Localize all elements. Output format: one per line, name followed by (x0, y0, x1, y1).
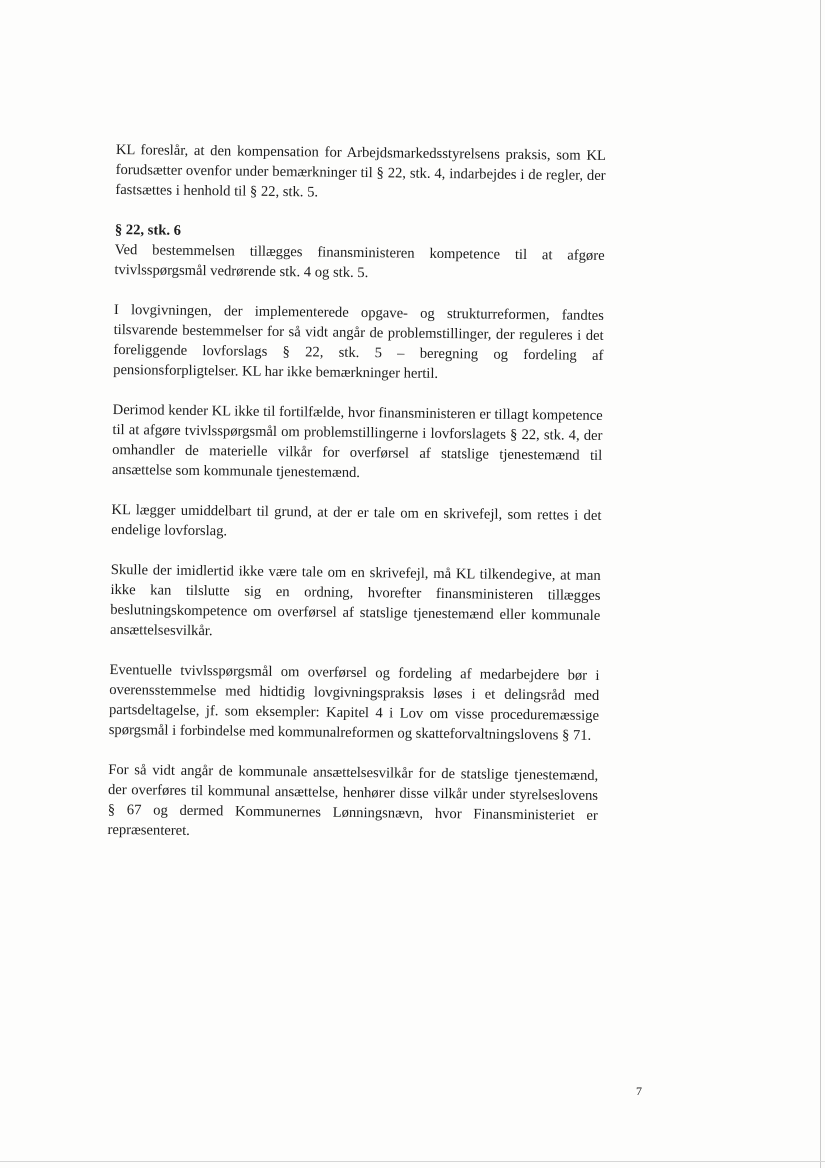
page-number: 7 (636, 1084, 642, 1098)
body-text (107, 140, 606, 866)
paragraph-legislation: I lovgivningen, der implementerede opgave- og strukturreformen, fandtes tilsvarende bestemmelser for så vidt angår de problemstillinger, der reguleres i det foreliggende lovforslags § 22, stk. 5 – beregning og fordeling af pensionsforpligtelser. KL har ikke bemærkninger hertil. (113, 301, 604, 382)
paragraph-precedent: Derimod kender KL ikke til fortilfælde, hvor finansministeren er tillagt kompetence til at afgøre tvivlsspørgsmål om problemstillingerne i lovforslagets § 22, stk. 4, der omhandler de materielle vilkår for overførsel af statslige tjenestemænd til ansættelse som kommunale tjenestemænd. (111, 401, 603, 482)
paragraph-employment-terms: For så vidt angår de kommunale ansættelsesvilkår for de statslige tjenestemænd, der overføres til kommunal ansættelse, henhører disse vilkår under styrelseslovens § 67 og dermed Kommunernes Lønningsnævn, hvor Finansministeriet er repræsenteret. (107, 761, 599, 839)
paragraph-objection: Skulle der imidlertid ikke være tale om en skrivefejl, må KL tilkendegive, at man ikke kan tilslutte sig en ordning, hvorefter finansministeren tillægges beslutningskompetence om overførsel af statslige tjenestemænd eller kommunale ansættelsesvilkår. (109, 561, 601, 640)
section-heading: § 22, stk. 6 (114, 221, 182, 239)
scan-edge-right (820, 0, 821, 1168)
paragraph-competence: Ved bestemmelsen tillægges finansministeren kompetence til at afgøre tvivlsspørgsmål vedrørende stk. 4 og stk. 5. (114, 241, 605, 282)
paragraph-compensation: KL foreslår, at den kompensation for Arbejdsmarkedsstyrelsens praksis, som KL forudsætter ovenfor under bemærkninger til § 22, stk. 4, indarbejdes i de regler, der fastsættes i henhold til § 22, stk. 5. (115, 141, 606, 201)
scan-edge-bottom (0, 1161, 825, 1162)
paragraph-typo: KL lægger umiddelbart til grund, at der er tale om en skrivefejl, som rettes i det endelige lovforslag. (111, 501, 602, 540)
paragraph-division-council: Eventuelle tvivlsspørgsmål om overførsel og fordeling af medarbejdere bør i overensstemmelse med hidtidig lovgivningspraksis løses i et delingsråd med partsdeltagelse, jf. som eksempler: Kapitel 4 i Lov om visse proceduremæssige spørgsmål i forbindelse med kommunalreformen og skatteforvaltningslovens § 71. (108, 661, 600, 744)
